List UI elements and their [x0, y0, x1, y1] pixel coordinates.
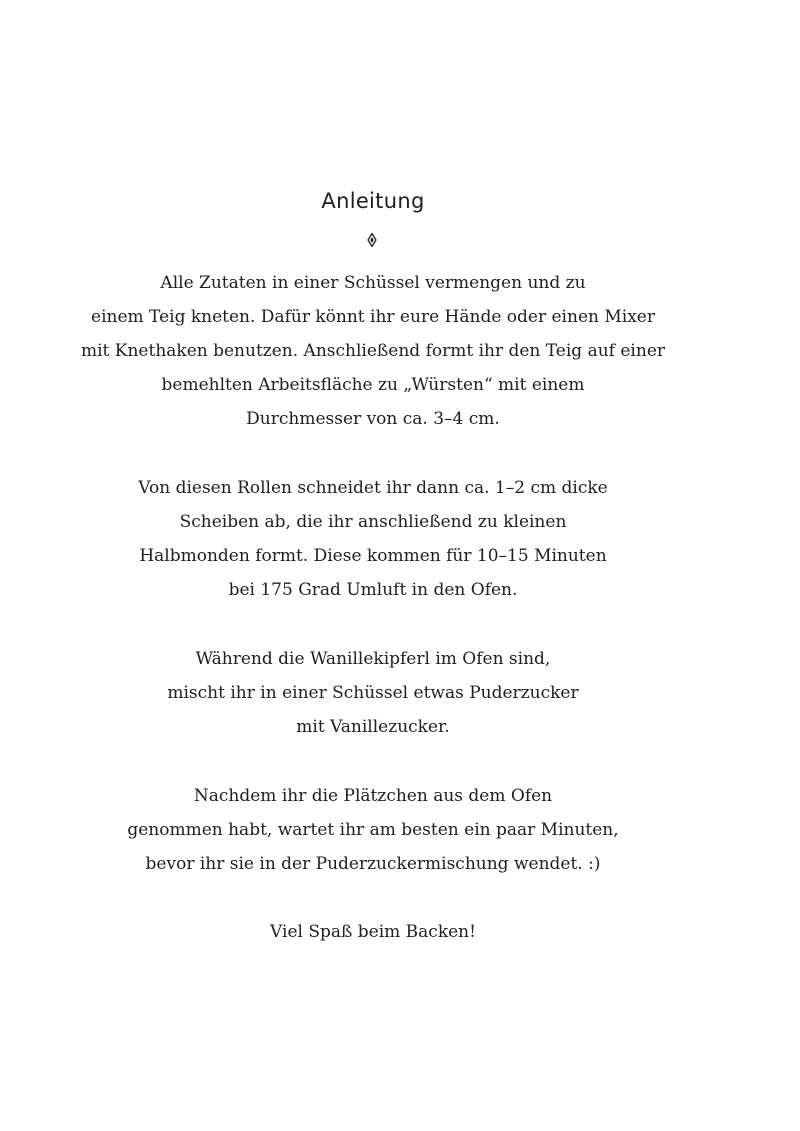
instruction-line: Nachdem ihr die Plätzchen aus dem Ofen — [193, 786, 553, 806]
instruction-line: bemehlten Arbeitsfläche zu „Würsten“ mit einem — [161, 375, 585, 395]
instruction-line: mit Knethaken benutzen. Anschließend formt ihr den Teig auf einer — [80, 341, 666, 361]
closing-line: Viel Spaß beim Backen! — [270, 922, 476, 942]
instruction-line: Von diesen Rollen schneidet ihr dann ca. 1–2 cm dicke — [138, 478, 608, 498]
instruction-line: bevor ihr sie in der Puderzuckermischung wendet. :) — [145, 854, 601, 874]
instruction-line: Alle Zutaten in einer Schüssel vermengen und zu — [160, 273, 586, 293]
instruction-line: Während die Wanillekipferl im Ofen sind, — [195, 649, 551, 669]
instruction-line: Halbmonden formt. Diese kommen für 10–15 Minuten — [139, 546, 607, 566]
instruction-line: Durchmesser von ca. 3–4 cm. — [246, 409, 500, 429]
instruction-line: einem Teig kneten. Dafür könnt ihr eure Hände oder einen Mixer — [91, 307, 655, 327]
diamond-ornament-icon — [367, 233, 377, 247]
instruction-line: Scheiben ab, die ihr anschließend zu kleinen — [179, 512, 567, 532]
instruction-line: bei 175 Grad Umluft in den Ofen. — [228, 580, 518, 600]
page-title: Anleitung — [321, 189, 425, 213]
instruction-line: genommen habt, wartet ihr am besten ein paar Minuten, — [127, 820, 619, 840]
instruction-line: mischt ihr in einer Schüssel etwas Puderzucker — [167, 683, 579, 703]
instruction-line: mit Vanillezucker. — [296, 717, 450, 737]
